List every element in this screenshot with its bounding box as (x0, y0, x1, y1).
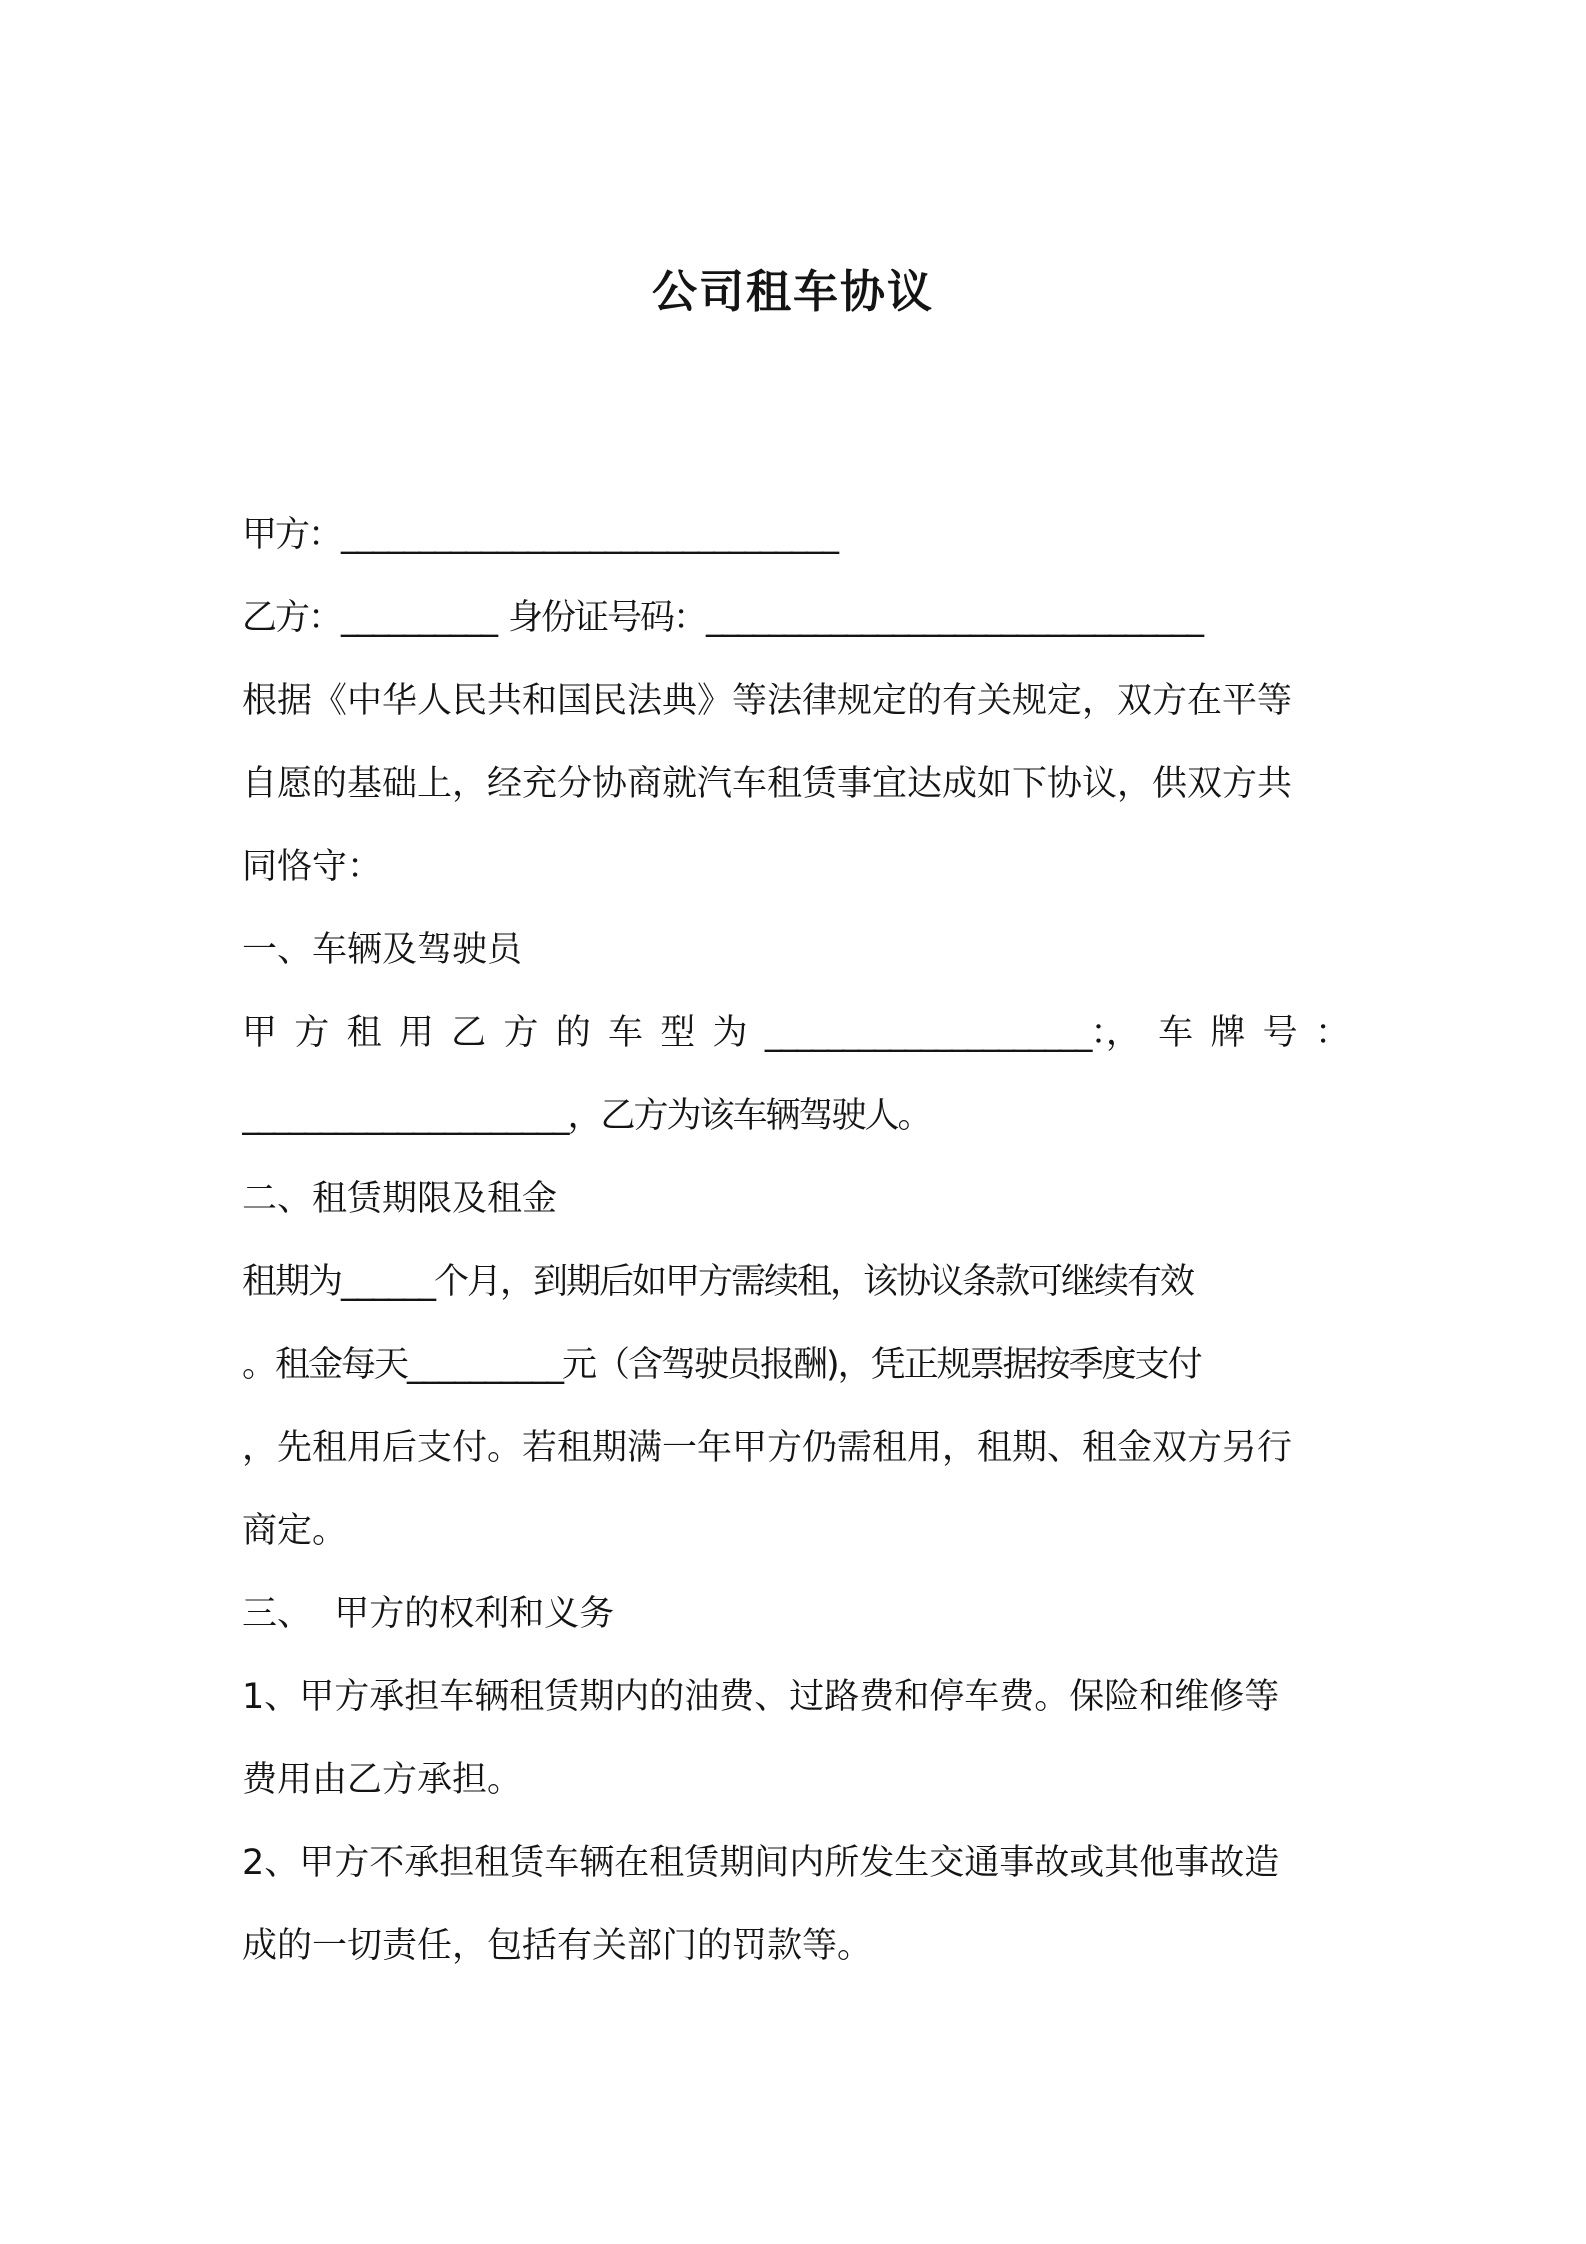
s1-char: 甲 (242, 1013, 276, 1053)
party-b-id-field: 身份证号码：________________________________ (508, 598, 1203, 638)
document-body (242, 494, 1348, 1988)
section-2-line-4: 商定。 (242, 1511, 348, 1551)
s1-char: 乙 (451, 1013, 485, 1053)
section-3-heading: 三、 甲方的权利和义务 (242, 1594, 615, 1634)
party-b-field: 乙方：__________ (242, 598, 497, 638)
s1-char: 牌 (1210, 1013, 1244, 1053)
vehicle-model-field: _____________________：， (764, 1013, 1139, 1053)
document-title: 公司租车协议 (651, 265, 934, 318)
section-2-line-2: 。租金每天__________元（含驾驶员报酬)，凭正规票据按季度支付 (242, 1345, 1201, 1385)
section-2-line-3: ，先租用后支付。若租期满一年甲方仍需租用，租期、租金双方另行 (242, 1428, 1293, 1468)
s1-char: 方 (503, 1013, 537, 1053)
section-3-item-2-line-2: 成的一切责任，包括有关部门的罚款等。 (242, 1926, 873, 1966)
intro-line-2: 自愿的基础上，经充分协商就汽车租赁事宜达成如下协议，供双方共 (242, 764, 1293, 804)
intro-line-3: 同恪守： (242, 847, 383, 887)
s1-char: 为 (712, 1013, 746, 1053)
s1-char: 用 (398, 1013, 432, 1053)
intro-line-1: 根据《中华人民共和国民法典》等法律规定的有关规定，双方在平等 (242, 681, 1293, 721)
section-1-line-1 (242, 992, 1348, 1075)
party-b-line (242, 577, 1348, 660)
s1-char: 租 (346, 1013, 380, 1053)
s1-char: 方 (294, 1013, 328, 1053)
section-3-item-1-line-2: 费用由乙方承担。 (242, 1760, 523, 1800)
section-2-heading: 二、租赁期限及租金 (242, 1179, 558, 1219)
section-2-line-1: 租期为______个月，到期后如甲方需续租，该协议条款可继续有效 (242, 1262, 1194, 1302)
s1-char: 型 (660, 1013, 694, 1053)
section-3-item-2-line-1: 2、甲方不承担租赁车辆在租赁期间内所发生交通事故或其他事故造 (242, 1843, 1280, 1883)
section-1-line-2: _____________________，乙方为该车辆驾驶人。 (242, 1096, 931, 1136)
section-3-item-1-line-1: 1、甲方承担车辆租赁期内的油费、过路费和停车费。保险和维修等 (242, 1677, 1280, 1717)
s1-char: 车 (1158, 1013, 1192, 1053)
s1-char: 车 (607, 1013, 641, 1053)
party-a-line: 甲方：________________________________ (242, 515, 838, 555)
s1-char: 的 (555, 1013, 589, 1053)
s1-char: ： (1314, 1013, 1348, 1053)
s1-char: 号 (1262, 1013, 1296, 1053)
section-1-heading: 一、车辆及驾驶员 (242, 930, 523, 970)
